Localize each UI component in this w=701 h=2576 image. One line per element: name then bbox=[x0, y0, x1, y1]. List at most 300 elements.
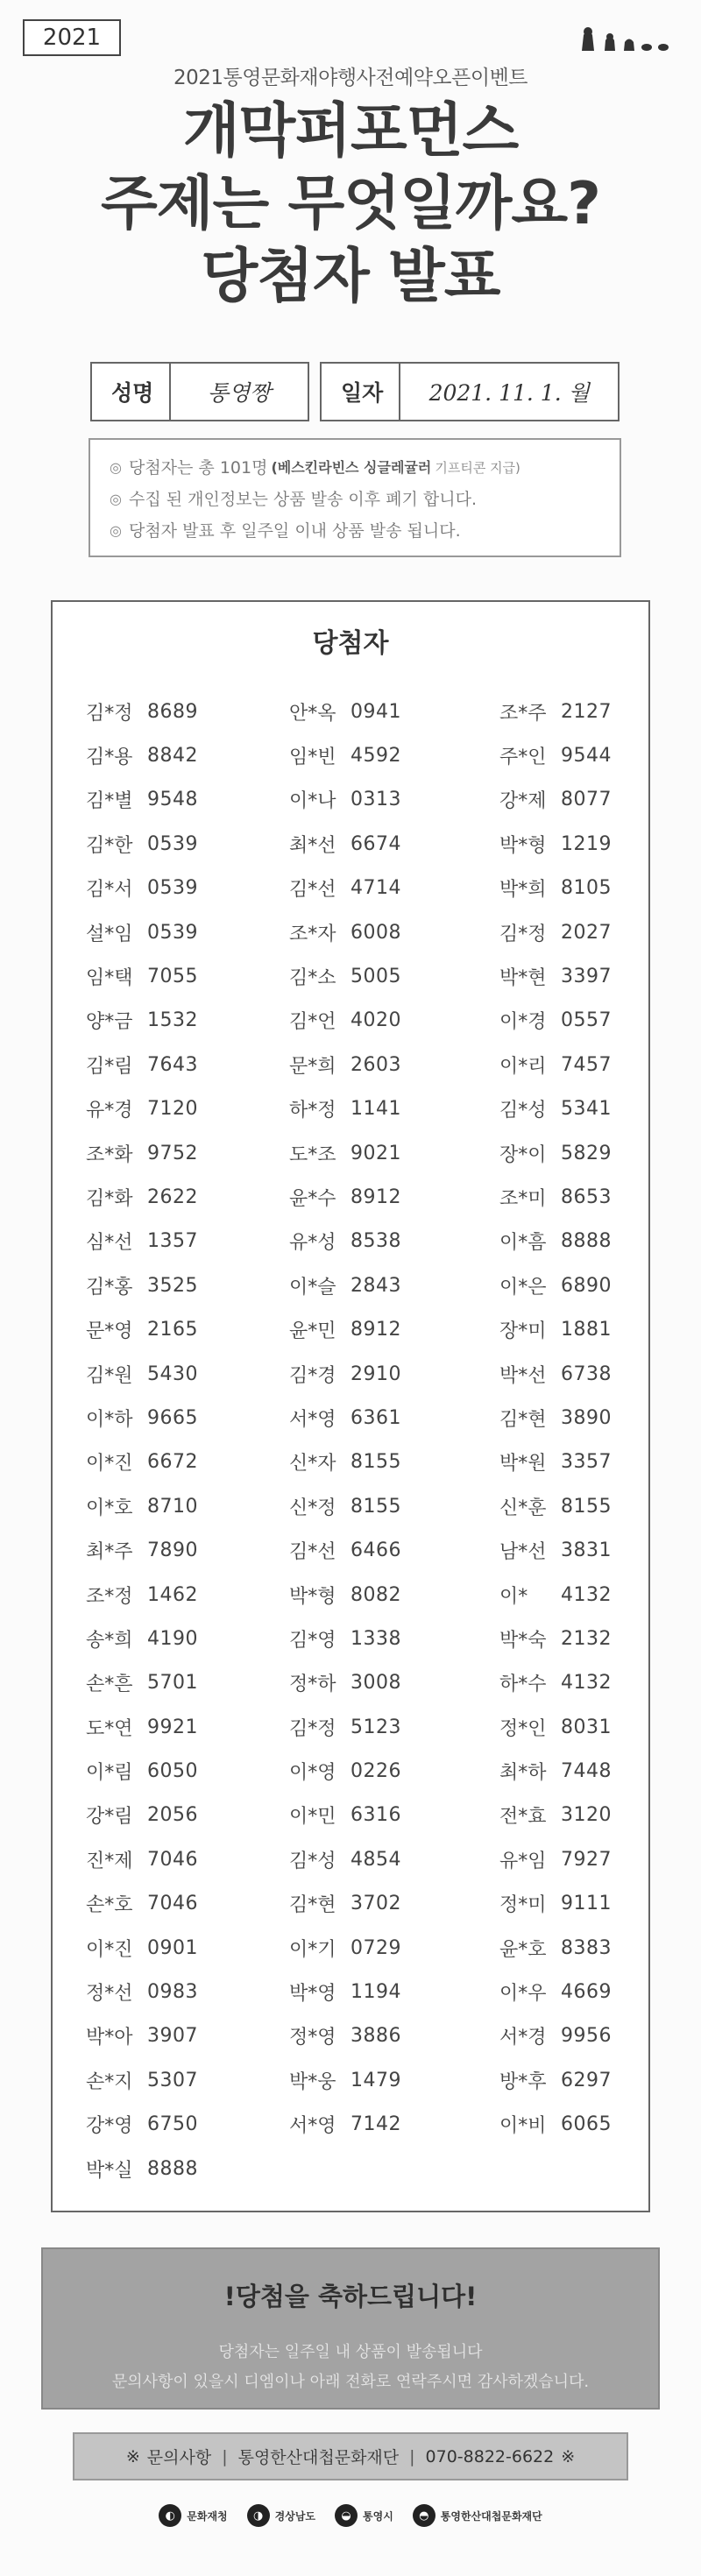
winner-entry bbox=[289, 778, 499, 822]
winner-entry bbox=[289, 1484, 499, 1528]
winner-phone-digits: 9956 bbox=[561, 2025, 612, 2048]
bullet-icon: ◎ bbox=[110, 491, 122, 507]
winner-phone-digits: 0983 bbox=[147, 1981, 198, 2004]
winner-phone-digits: 1141 bbox=[350, 1098, 401, 1121]
winner-name: 문*영 bbox=[86, 1320, 133, 1343]
winner-entry bbox=[289, 1617, 499, 1660]
winner-entry bbox=[289, 1661, 499, 1705]
notice-line bbox=[110, 484, 620, 515]
winner-entry bbox=[499, 1573, 620, 1617]
winner-name: 김*경 bbox=[289, 1364, 336, 1387]
winner-entry bbox=[86, 1131, 289, 1175]
winner-entry bbox=[289, 690, 499, 733]
winner-name: 이*리 bbox=[499, 1055, 547, 1078]
winner-phone-digits: 4714 bbox=[350, 877, 401, 900]
winner-entry bbox=[86, 954, 289, 998]
winner-name: 김*화 bbox=[86, 1187, 133, 1210]
sponsor-logos bbox=[0, 2504, 701, 2527]
reference-mark-icon: ※ bbox=[125, 2446, 140, 2466]
gyeongnam-logo-icon: ◑ bbox=[247, 2504, 270, 2527]
winner-phone-digits: 8538 bbox=[350, 1230, 401, 1253]
winner-entry bbox=[86, 910, 289, 954]
winner-entry bbox=[289, 2058, 499, 2102]
winner-phone-digits: 8710 bbox=[147, 1495, 198, 1518]
headline-line: 당첨자 발표 bbox=[201, 242, 500, 310]
winner-name: 정*영 bbox=[289, 2027, 336, 2049]
logo-label: 통영시 bbox=[363, 2509, 393, 2523]
winner-name: 이*흠 bbox=[499, 1232, 547, 1255]
winner-name: 손*흔 bbox=[86, 1674, 133, 1696]
winner-entry bbox=[499, 822, 620, 866]
date-field bbox=[320, 362, 620, 421]
winner-phone-digits: 5005 bbox=[350, 966, 401, 988]
winner-phone-digits: 3120 bbox=[561, 1804, 612, 1827]
winner-phone-digits: 3907 bbox=[147, 2025, 198, 2048]
winner-name: 조*정 bbox=[86, 1585, 133, 1608]
winner-entry bbox=[86, 1087, 289, 1131]
winner-entry bbox=[86, 1661, 289, 1705]
winner-name: 김*현 bbox=[289, 1894, 336, 1917]
winner-name: 김*선 bbox=[289, 1541, 336, 1564]
winner-entry bbox=[499, 1528, 620, 1572]
winner-entry bbox=[499, 1175, 620, 1219]
winner-entry bbox=[499, 1087, 620, 1131]
winner-entry bbox=[86, 1705, 289, 1749]
contact-bar bbox=[73, 2432, 628, 2480]
winner-phone-digits: 3831 bbox=[561, 1539, 612, 1562]
winner-phone-digits: 3886 bbox=[350, 2025, 401, 2048]
winner-name: 서*경 bbox=[499, 2027, 547, 2049]
winner-name: 조*자 bbox=[289, 923, 336, 945]
winner-entry bbox=[499, 1396, 620, 1440]
winner-name: 정*선 bbox=[86, 1983, 133, 2006]
winner-entry bbox=[289, 1175, 499, 1219]
winner-phone-digits: 9921 bbox=[147, 1716, 198, 1738]
winner-entry bbox=[289, 910, 499, 954]
winner-phone-digits: 6672 bbox=[147, 1451, 198, 1474]
winner-entry bbox=[289, 954, 499, 998]
winner-phone-digits: 8888 bbox=[147, 2157, 198, 2180]
winner-name: 손*지 bbox=[86, 2070, 133, 2093]
winner-name: 김*정 bbox=[86, 702, 133, 725]
winner-phone-digits: 3890 bbox=[561, 1406, 612, 1429]
winner-entry bbox=[499, 1970, 620, 2013]
winner-name: 이*호 bbox=[86, 1497, 133, 1519]
winner-entry bbox=[86, 1263, 289, 1307]
winner-entry bbox=[86, 690, 289, 733]
winner-phone-digits: 2027 bbox=[561, 921, 612, 944]
winner-name: 조*주 bbox=[499, 702, 547, 725]
winner-entry bbox=[86, 1440, 289, 1484]
winner-phone-digits: 4020 bbox=[350, 1009, 401, 1032]
logo-label: 문화재청 bbox=[187, 2509, 228, 2523]
mascot-figure-icon bbox=[602, 32, 618, 51]
winner-phone-digits: 9021 bbox=[350, 1142, 401, 1164]
winner-name: 유*성 bbox=[289, 1232, 336, 1255]
winner-name: 최*하 bbox=[499, 1762, 547, 1785]
winner-phone-digits: 7890 bbox=[147, 1539, 198, 1562]
winner-phone-digits: 1219 bbox=[561, 832, 612, 855]
winner-phone-digits: 3525 bbox=[147, 1274, 198, 1297]
winner-phone-digits: 6297 bbox=[561, 2069, 612, 2091]
winner-entry bbox=[499, 910, 620, 954]
winner-entry bbox=[86, 999, 289, 1043]
winner-phone-digits: 8888 bbox=[561, 1230, 612, 1253]
logo-label: 경상남도 bbox=[274, 2509, 316, 2523]
winner-name: 박*웅 bbox=[289, 2070, 336, 2093]
winner-name: 이*영 bbox=[289, 1762, 336, 1785]
congrats-title: !당첨을 축하드립니다! bbox=[223, 2282, 478, 2311]
winner-name: 박*숙 bbox=[499, 1629, 547, 1652]
winner-entry bbox=[86, 778, 289, 822]
event-subtitle: 2021통영문화재야행사전예약오픈이벤트 bbox=[173, 67, 528, 89]
winner-name: 이* bbox=[499, 1585, 528, 1608]
name-label: 성명 bbox=[92, 364, 171, 420]
winner-entry bbox=[289, 1970, 499, 2013]
winner-phone-digits: 4132 bbox=[561, 1583, 612, 1606]
winner-phone-digits: 0313 bbox=[350, 789, 401, 811]
winner-name: 이*민 bbox=[289, 1806, 336, 1829]
winner-phone-digits: 2910 bbox=[350, 1362, 401, 1385]
winner-name: 박*영 bbox=[289, 1983, 336, 2006]
winner-phone-digits: 8082 bbox=[350, 1583, 401, 1606]
notice-line bbox=[110, 452, 620, 484]
winner-name: 방*후 bbox=[499, 2070, 547, 2093]
winner-entry bbox=[499, 867, 620, 910]
winner-name: 강*제 bbox=[499, 790, 547, 813]
winner-phone-digits: 6050 bbox=[147, 1760, 198, 1783]
winner-phone-digits: 4190 bbox=[147, 1627, 198, 1650]
winner-name: 조*화 bbox=[86, 1143, 133, 1166]
winner-entry bbox=[289, 867, 499, 910]
winner-entry bbox=[86, 733, 289, 777]
winner-name: 정*하 bbox=[289, 1674, 336, 1696]
winner-entry bbox=[499, 2103, 620, 2147]
winner-entry bbox=[499, 1307, 620, 1351]
notice-text: 수집 된 개인정보는 상품 발송 이후 폐기 합니다. bbox=[128, 490, 478, 509]
winner-phone-digits: 7927 bbox=[561, 1848, 612, 1871]
winner-name: 김*영 bbox=[289, 1629, 336, 1652]
separator: | bbox=[222, 2446, 228, 2466]
winner-phone-digits: 1881 bbox=[561, 1319, 612, 1341]
winner-entry bbox=[289, 1131, 499, 1175]
winner-name: 임*빈 bbox=[289, 747, 336, 769]
winner-name: 박*원 bbox=[499, 1453, 547, 1476]
winners-list bbox=[86, 690, 620, 2190]
winner-name: 이*경 bbox=[499, 1011, 547, 1034]
foundation-logo-icon: ◓ bbox=[413, 2504, 435, 2527]
mascot-figure-icon bbox=[657, 42, 669, 51]
winner-name: 김*언 bbox=[289, 1011, 336, 1034]
winner-phone-digits: 4132 bbox=[561, 1672, 612, 1695]
logo-cultural-heritage bbox=[159, 2504, 227, 2527]
winner-entry bbox=[86, 1352, 289, 1396]
winner-name: 김*성 bbox=[289, 1850, 336, 1872]
winner-phone-digits: 7046 bbox=[147, 1848, 198, 1871]
winner-phone-digits: 1357 bbox=[147, 1230, 198, 1253]
winner-phone-digits: 9544 bbox=[561, 745, 612, 768]
winner-entry bbox=[289, 1087, 499, 1131]
winner-entry bbox=[86, 1528, 289, 1572]
winner-phone-digits: 8842 bbox=[147, 745, 198, 768]
winner-name: 김*정 bbox=[289, 1717, 336, 1740]
winner-phone-digits: 5123 bbox=[350, 1716, 401, 1738]
winner-phone-digits: 2132 bbox=[561, 1627, 612, 1650]
winner-name: 최*선 bbox=[289, 834, 336, 857]
winner-entry bbox=[289, 1352, 499, 1396]
winner-name: 이*은 bbox=[499, 1276, 547, 1299]
bullet-icon: ◎ bbox=[110, 459, 122, 476]
winner-entry bbox=[499, 1220, 620, 1263]
winner-entry bbox=[289, 1882, 499, 1926]
winner-name: 이*림 bbox=[86, 1762, 133, 1785]
winner-name: 김*선 bbox=[289, 879, 336, 902]
winner-phone-digits: 2165 bbox=[147, 1319, 198, 1341]
winner-name: 전*효 bbox=[499, 1806, 547, 1829]
congrats-line: 문의사항이 있을시 디엠이나 아래 전화로 연락주시면 감사하겠습니다. bbox=[111, 2373, 590, 2391]
winner-entry bbox=[499, 2014, 620, 2058]
date-label: 일자 bbox=[322, 364, 400, 420]
winner-name: 김*한 bbox=[86, 834, 133, 857]
winner-phone-digits: 2622 bbox=[147, 1185, 198, 1208]
winner-name: 설*임 bbox=[86, 923, 133, 945]
notice-line bbox=[110, 515, 620, 547]
winner-name: 윤*수 bbox=[289, 1187, 336, 1210]
congrats-panel bbox=[41, 2247, 660, 2410]
winner-name: 조*미 bbox=[499, 1187, 547, 1210]
winner-name: 이*진 bbox=[86, 1938, 133, 1961]
notice-prize-note: 기프티콘 지급) bbox=[435, 460, 520, 476]
winner-entry bbox=[86, 1882, 289, 1926]
winner-phone-digits: 0539 bbox=[147, 832, 198, 855]
winner-phone-digits: 8383 bbox=[561, 1936, 612, 1959]
winner-phone-digits: 7055 bbox=[147, 966, 198, 988]
winner-entry bbox=[289, 1440, 499, 1484]
tongyeong-city-logo-icon: ◒ bbox=[335, 2504, 358, 2527]
winner-entry bbox=[499, 1352, 620, 1396]
winner-name: 김*성 bbox=[499, 1100, 547, 1122]
winner-name: 최*주 bbox=[86, 1541, 133, 1564]
winner-entry bbox=[499, 2058, 620, 2102]
winner-name: 하*수 bbox=[499, 1674, 547, 1696]
winner-name: 이*슬 bbox=[289, 1276, 336, 1299]
winner-name: 이*나 bbox=[289, 790, 336, 813]
winner-name: 도*연 bbox=[86, 1717, 133, 1740]
winner-phone-digits: 2127 bbox=[561, 700, 612, 723]
winner-entry bbox=[289, 2103, 499, 2147]
winner-phone-digits: 6674 bbox=[350, 832, 401, 855]
winner-name: 장*미 bbox=[499, 1320, 547, 1343]
winner-name: 이*기 bbox=[289, 1938, 336, 1961]
winner-phone-digits: 7457 bbox=[561, 1053, 612, 1076]
winner-phone-digits: 1194 bbox=[350, 1981, 401, 2004]
contact-org: 통영한산대첩문화재단 bbox=[237, 2448, 400, 2467]
winner-name: 신*자 bbox=[289, 1453, 336, 1476]
winner-name: 김*용 bbox=[86, 747, 133, 769]
winner-entry bbox=[86, 1749, 289, 1793]
winner-phone-digits: 2843 bbox=[350, 1274, 401, 1297]
winner-entry bbox=[499, 1617, 620, 1660]
winner-entry bbox=[86, 2058, 289, 2102]
winner-phone-digits: 7120 bbox=[147, 1098, 198, 1121]
winner-name: 이*하 bbox=[86, 1408, 133, 1431]
winner-entry bbox=[289, 1396, 499, 1440]
mascot-illustration bbox=[578, 25, 669, 51]
winner-name: 서*영 bbox=[289, 2115, 336, 2138]
winner-name: 김*별 bbox=[86, 790, 133, 813]
winner-name: 유*경 bbox=[86, 1100, 133, 1122]
winner-name: 신*정 bbox=[289, 1497, 336, 1519]
winner-entry bbox=[86, 2147, 289, 2190]
winner-entry bbox=[499, 1043, 620, 1086]
winner-entry bbox=[86, 2014, 289, 2058]
winner-name: 정*미 bbox=[499, 1894, 547, 1917]
winner-entry bbox=[289, 1749, 499, 1793]
mascot-figure-icon bbox=[622, 35, 636, 51]
winner-name: 하*정 bbox=[289, 1100, 336, 1122]
winner-entry bbox=[289, 1926, 499, 1970]
winner-name: 주*인 bbox=[499, 747, 547, 769]
winner-phone-digits: 8155 bbox=[350, 1451, 401, 1474]
winner-phone-digits: 0557 bbox=[561, 1009, 612, 1032]
winner-entry bbox=[289, 1705, 499, 1749]
winner-entry bbox=[499, 1837, 620, 1881]
winner-entry bbox=[86, 1794, 289, 1837]
winner-name: 안*옥 bbox=[289, 702, 336, 725]
winner-phone-digits: 5341 bbox=[561, 1098, 612, 1121]
contact-phone[interactable]: 070-8822-6622 bbox=[425, 2446, 555, 2466]
winner-phone-digits: 8653 bbox=[561, 1185, 612, 1208]
winner-entry bbox=[289, 1573, 499, 1617]
winner-entry bbox=[499, 1926, 620, 1970]
winner-entry bbox=[499, 1484, 620, 1528]
winner-phone-digits: 3702 bbox=[350, 1893, 401, 1915]
winner-name: 강*림 bbox=[86, 1806, 133, 1829]
winner-entry bbox=[86, 1307, 289, 1351]
winner-phone-digits: 1532 bbox=[147, 1009, 198, 1032]
winner-phone-digits: 9548 bbox=[147, 789, 198, 811]
winners-title: 당첨자 bbox=[312, 628, 389, 659]
winner-phone-digits: 5829 bbox=[561, 1142, 612, 1164]
winner-phone-digits: 7448 bbox=[561, 1760, 612, 1783]
winner-name: 정*인 bbox=[499, 1717, 547, 1740]
winner-entry bbox=[289, 2014, 499, 2058]
winner-entry bbox=[499, 690, 620, 733]
winner-phone-digits: 6890 bbox=[561, 1274, 612, 1297]
page-title bbox=[0, 95, 701, 313]
winner-entry bbox=[86, 1970, 289, 2013]
winner-entry bbox=[289, 1220, 499, 1263]
mascot-figure-icon bbox=[641, 42, 653, 51]
reference-mark-icon: ※ bbox=[561, 2446, 576, 2466]
winner-name: 진*제 bbox=[86, 1850, 133, 1872]
contact-label: 문의사항 bbox=[146, 2448, 212, 2467]
winner-name: 박*형 bbox=[499, 834, 547, 857]
winner-entry bbox=[86, 1220, 289, 1263]
winner-phone-digits: 5430 bbox=[147, 1362, 198, 1385]
logo-gyeongnam bbox=[247, 2504, 315, 2527]
winner-entry bbox=[86, 1043, 289, 1086]
winner-phone-digits: 3008 bbox=[350, 1672, 401, 1695]
winner-phone-digits: 7142 bbox=[350, 2113, 401, 2136]
winner-phone-digits: 6466 bbox=[350, 1539, 401, 1562]
winner-phone-digits: 0901 bbox=[147, 1936, 198, 1959]
winner-entry bbox=[86, 2103, 289, 2147]
winner-entry bbox=[289, 999, 499, 1043]
winner-name: 장*이 bbox=[499, 1143, 547, 1166]
winner-phone-digits: 0226 bbox=[350, 1760, 401, 1783]
year-badge: 2021 bbox=[23, 19, 121, 56]
winner-name: 박*현 bbox=[499, 967, 547, 990]
winner-name: 심*선 bbox=[86, 1232, 133, 1255]
winner-entry bbox=[86, 822, 289, 866]
winner-phone-digits: 4592 bbox=[350, 745, 401, 768]
cultural-heritage-logo-icon: ◐ bbox=[159, 2504, 181, 2527]
congrats-line: 당첨자는 일주일 내 상품이 발송됩니다 bbox=[218, 2343, 483, 2361]
winner-phone-digits: 4669 bbox=[561, 1981, 612, 2004]
winner-entry bbox=[499, 733, 620, 777]
winner-name: 박*아 bbox=[86, 2027, 133, 2049]
winner-phone-digits: 1338 bbox=[350, 1627, 401, 1650]
winner-name: 박*선 bbox=[499, 1364, 547, 1387]
winner-entry bbox=[86, 1837, 289, 1881]
winner-entry bbox=[289, 1043, 499, 1086]
winner-phone-digits: 5307 bbox=[147, 2069, 198, 2091]
winner-entry bbox=[499, 999, 620, 1043]
headline-line: 주제는 무엇일까요? bbox=[101, 169, 600, 237]
winner-entry bbox=[499, 1131, 620, 1175]
winner-phone-digits: 6361 bbox=[350, 1406, 401, 1429]
notice-box bbox=[89, 438, 621, 557]
winner-name: 문*희 bbox=[289, 1055, 336, 1078]
winner-entry bbox=[499, 1749, 620, 1793]
winner-entry bbox=[289, 1528, 499, 1572]
winner-phone-digits: 3397 bbox=[561, 966, 612, 988]
bullet-icon: ◎ bbox=[110, 522, 122, 539]
winner-name: 김*림 bbox=[86, 1055, 133, 1078]
winner-name: 김*원 bbox=[86, 1364, 133, 1387]
logo-tongyeong-city bbox=[335, 2504, 393, 2527]
winner-entry bbox=[289, 822, 499, 866]
winner-phone-digits: 8155 bbox=[561, 1495, 612, 1518]
winner-name: 남*선 bbox=[499, 1541, 547, 1564]
winner-name: 유*임 bbox=[499, 1850, 547, 1872]
winner-phone-digits: 9752 bbox=[147, 1142, 198, 1164]
winner-entry bbox=[86, 1396, 289, 1440]
winner-phone-digits: 2603 bbox=[350, 1053, 401, 1076]
winner-entry bbox=[86, 867, 289, 910]
winner-phone-digits: 8031 bbox=[561, 1716, 612, 1738]
winner-phone-digits: 3357 bbox=[561, 1451, 612, 1474]
winner-phone-digits: 6065 bbox=[561, 2113, 612, 2136]
headline-line: 개막퍼포먼스 bbox=[182, 96, 519, 165]
winner-name: 김*정 bbox=[499, 923, 547, 945]
winner-name: 김*홍 bbox=[86, 1276, 133, 1299]
winner-phone-digits: 6008 bbox=[350, 921, 401, 944]
winner-entry bbox=[499, 954, 620, 998]
winner-phone-digits: 6750 bbox=[147, 2113, 198, 2136]
winner-phone-digits: 8912 bbox=[350, 1319, 401, 1341]
winner-phone-digits: 0729 bbox=[350, 1936, 401, 1959]
winner-name: 강*영 bbox=[86, 2115, 133, 2138]
name-field bbox=[90, 362, 309, 421]
winner-entry bbox=[499, 1882, 620, 1926]
winner-phone-digits: 5701 bbox=[147, 1672, 198, 1695]
winner-entry bbox=[289, 1794, 499, 1837]
winner-name: 양*금 bbox=[86, 1011, 133, 1034]
winner-phone-digits: 6316 bbox=[350, 1804, 401, 1827]
winner-phone-digits: 8912 bbox=[350, 1185, 401, 1208]
